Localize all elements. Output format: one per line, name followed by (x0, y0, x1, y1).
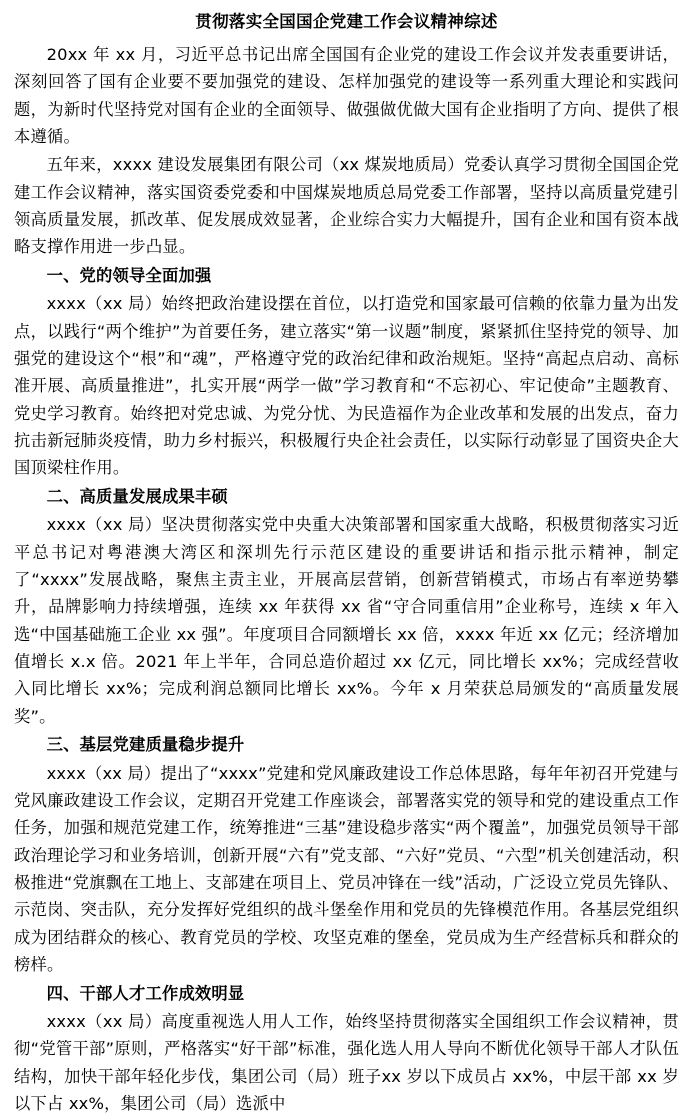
section-heading-1: 一、党的领导全面加强 (46, 265, 212, 285)
paragraph-section-4-body: xxxx（xx 局）高度重视选人用人工作，始终坚持贯彻落实全国组织工作会议精神，贯彻“党管干部”原则，严格落实“好干部”标准，强化选人用人导向不断优化领导干部人才队伍结构，加快干部年轻化步伐，集团公司（局）班子xx 岁以下成员占 xx%，中层干部 xx 岁以下占 xx%，集团公司（局）选派中 (14, 1011, 679, 1113)
section-heading-3: 三、基层党建质量稳步提升 (46, 735, 245, 755)
section-heading-2: 二、高质量发展成果丰硕 (46, 486, 228, 506)
paragraph-section-1-body: xxxx（xx 局）始终把政治建设摆在首位，以打造党和国家最可信赖的依靠力量为出发点，以践行“两个维护”为首要任务，建立落实“第一议题”制度，紧紧抓住坚持党的领导、加强党的建设这个“根”和“魂”，严格遵守党的政治纪律和政治规矩。坚持“高起点启动、高标准开展、高质量推进”，扎实开展“两学一做”学习教育和“不忘初心、牢记使命”主题教育、党史学习教育。始终把对党忠诚、为党分忧、为民造福作为企业改革和发展的出发点，奋力抗击新冠肺炎疫情，助力乡村振兴，积极履行央企社会责任，以实际行动彰显了国资央企大国顶梁柱作用。 (14, 294, 679, 478)
paragraph-section-2-body: xxxx（xx 局）坚决贯彻落实党中央重大决策部署和国家重大战略，积极贯彻落实习近平总书记对粤港澳大湾区和深圳先行示范区建设的重要讲话和指示批示精神，制定了“xxxx”发展战略，聚焦主责主业，开展高层营销，创新营销模式，市场占有率逆势攀升，品牌影响力持续增强，连续 xx 年获得 xx 省“守合同重信用”企业称号，连续 x 年入选“中国基础施工企业 xx 强”。年度项目合同额增长 xx 倍，xxxx 年近 xx 亿元；经济增加值增长 x.x 倍。2021 年上半年，合同总造价超过 xx 亿元，同比增长 xx%；完成经营收入同比增长 xx%；完成利润总额同比增长 xx%。今年 x 月荣获总局颁发的“高质量发展奖”。 (14, 515, 679, 726)
section-heading-4: 四、干部人才工作成效明显 (46, 983, 245, 1003)
paragraph-intro-1: 20xx 年 xx 月，习近平总书记出席全国国有企业党的建设工作会议并发表重要讲话，深刻回答了国有企业要不要加强党的建设、怎样加强党的建设等一系列重大理论和实践问题，为新时代坚持党对国有企业的全面领导、做强做优做大国有企业指明了方向、提供了根本遵循。 (14, 44, 679, 146)
page-title: 贯彻落实全国国企党建工作会议精神综述 (195, 12, 498, 31)
paragraph-intro-2: 五年来，xxxx 建设发展集团有限公司（xx 煤炭地质局）党委认真学习贯彻全国国企党建工作会议精神，落实国资委党委和中国煤炭地质总局党委工作部署，坚持以高质量党建引领高质量发展，抓改革、促发展成效显著，企业综合实力大幅提升，国有企业和国有资本战略支撑作用进一步凸显。 (14, 155, 679, 257)
paragraph-section-3-body: xxxx（xx 局）提出了“xxxx”党建和党风廉政建设工作总体思路，每年年初召开党建与党风廉政建设工作会议，定期召开党建工作座谈会，部署落实党的领导和党的建设重点工作任务，加强和规范党建工作，统筹推进“三基”建设稳步落实“两个覆盖”，加强党员领导干部政治理论学习和业务培训，创新开展“六有”党支部、“六好”党员、“六型”机关创建活动，积极推进“党旗飘在工地上、支部建在项目上、党员冲锋在一线”活动，广泛设立党员先锋队、示范岗、突击队，充分发挥好党组织的战斗堡垒作用和党员的先锋模范作用。各基层党组织成为团结群众的核心、教育党员的学校、攻坚克难的堡垒，党员成为生产经营标兵和群众的榜样。 (14, 763, 679, 975)
